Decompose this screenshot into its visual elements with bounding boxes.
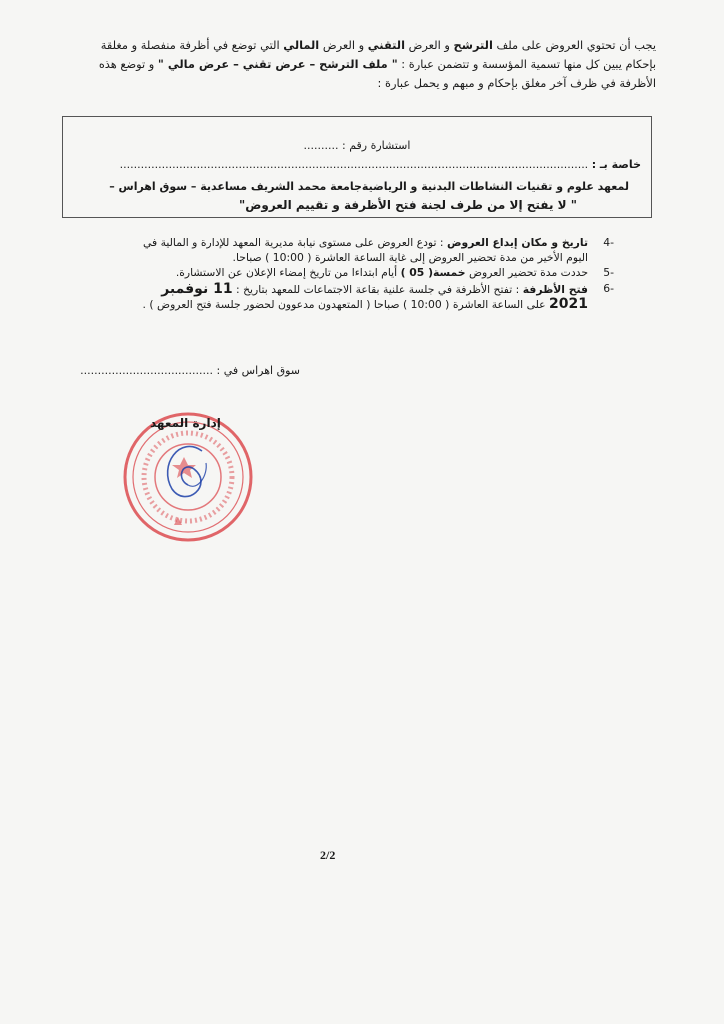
intro-keyword: الترشح	[453, 38, 493, 52]
place-label: سوق اهراس في :	[216, 364, 300, 377]
envelope-label-box	[62, 116, 652, 218]
place-dots: ......................................	[80, 364, 214, 377]
intro-text: التي توضع في أظرفة منفصلة و مغلقة بإحكام يبين كل منها تسمية المؤسسة و تتضمن عبارة :	[100, 38, 656, 71]
numbered-clauses	[120, 236, 614, 314]
do-not-open-warning: " لا يفتح إلا من طرف لجنة فتح الأظرفة و تقييم العروض"	[238, 198, 577, 212]
special-for-line	[73, 158, 641, 171]
clause-item	[120, 266, 614, 281]
intro-paragraph	[70, 36, 656, 93]
clause-number: -5	[603, 266, 614, 279]
clause-item	[120, 282, 614, 313]
clause-text: : تفتح الأظرفة في جلسة علنية بقاعة الاجتماعات للمعهد بتاريخ :	[232, 282, 523, 296]
special-for-dots: ......................................................................................................................................	[119, 158, 589, 171]
clause-text: : تودع العروض على مستوى نيابة مديرية المعهد للإدارة و المالية في اليوم الأخير من مدة تحضير العروض إلى غاية الساعة العاشرة ( 10:00 ) صباحا.	[143, 236, 588, 264]
clause-text: أيام ابتداءا من تاريخ إمضاء الإعلان عن الاستشارة.	[175, 266, 401, 279]
clause-text: على الساعة العاشرة ( 10:00 ) صباحا ( المتعهدون مدعوون لحضور جلسة فتح العروض ) .	[142, 298, 550, 311]
intro-keyword: " ملف الترشح – عرض تقني – عرض مالي "	[157, 57, 398, 71]
intro-keyword: المالي	[283, 38, 320, 52]
signatory-title: إدارة المعهد	[150, 416, 221, 430]
clause-number: -4	[603, 236, 614, 249]
special-for-label: خاصة بـ :	[591, 158, 641, 171]
clause-emphasis: خمسة( 05 )	[400, 266, 466, 279]
intro-keyword: التقني	[367, 38, 405, 52]
intro-text: و العرض	[319, 38, 368, 52]
clause-title: فتح الأظرفة	[522, 282, 588, 296]
clause-title: تاريخ و مكان إيداع العروض	[446, 236, 588, 249]
intro-text: و العرض	[404, 38, 454, 52]
opening-date: 11 نوفمبر 2021	[161, 280, 588, 312]
intro-text: و توضع هذه الأظرفة في ظرف آخر مغلق بإحكام و مبهم و يحمل عبارة :	[98, 57, 656, 90]
page-number: 2/2	[320, 848, 336, 862]
place-date-line	[80, 364, 300, 377]
consultation-number: استشارة رقم : ..........	[303, 139, 411, 152]
clause-text: حددت مدة تحضير العروض	[465, 266, 588, 279]
clause-item	[120, 236, 614, 265]
institute-name: لمعهد علوم و تقنيات النشاطات البدنية و الرياضيةجامعة محمد الشريف مساعدية – سوق اهراس –	[109, 180, 629, 193]
intro-text: يجب أن تحتوي العروض على ملف	[492, 38, 656, 52]
clause-number: -6	[603, 281, 614, 295]
